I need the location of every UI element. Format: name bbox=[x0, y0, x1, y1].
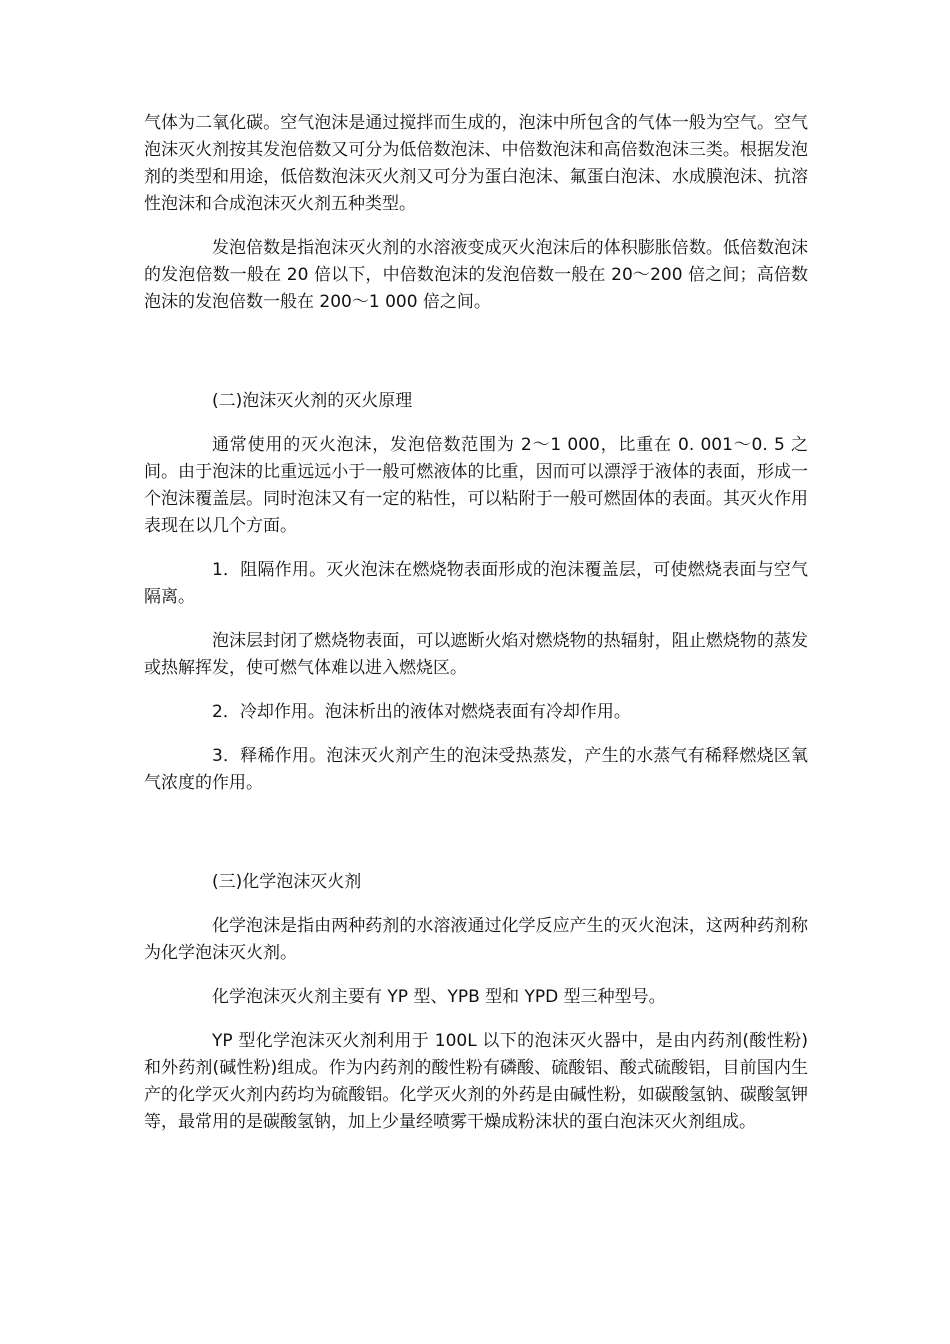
paragraph-expansion-ratio: 发泡倍数是指泡沫灭火剂的水溶液变成灭火泡沫后的体积膨胀倍数。低倍数泡沫的发泡倍数一般在 20 倍以下，中倍数泡沫的发泡倍数一般在 20～200 倍之间；高倍数泡沫的发泡倍数一般在 200～1 000 倍之间。 bbox=[144, 238, 808, 312]
paragraph-chemical-foam-definition: 化学泡沫是指由两种药剂的水溶液通过化学反应产生的灭火泡沫，这两种药剂称为化学泡沫灭火剂。 bbox=[144, 916, 808, 963]
paragraph-yp-type: YP 型化学泡沫灭火剂利用于 100L 以下的泡沫灭火器中，是由内药剂(酸性粉)和外药剂(碱性粉)组成。作为内药剂的酸性粉有磷酸、硫酸铝、酸式硫酸铝，目前国内生产的化学灭火剂内药均为硫酸铝。化学灭火剂的外药是由碱性粉，如碳酸氢钠、碳酸氢钾等，最常用的是碳酸氢钠，加上少量经喷雾干燥成粉沫状的蛋白泡沫灭火剂组成。 bbox=[144, 1031, 808, 1132]
paragraph-chemical-foam-models: 化学泡沫灭火剂主要有 YP 型、YPB 型和 YPD 型三种型号。 bbox=[212, 987, 666, 1007]
paragraph-cooling: 2．冷却作用。泡沫析出的液体对燃烧表面有冷却作用。 bbox=[212, 702, 631, 722]
paragraph-sealing: 泡沫层封闭了燃烧物表面，可以遮断火焰对燃烧物的热辐射，阻止燃烧物的蒸发或热解挥发，使可燃气体难以进入燃烧区。 bbox=[144, 631, 808, 678]
paragraph-isolation: 1．阻隔作用。灭火泡沫在燃烧物表面形成的泡沫覆盖层，可使燃烧表面与空气隔离。 bbox=[144, 560, 808, 607]
document-page bbox=[144, 110, 808, 1136]
paragraph-principle-intro: 通常使用的灭火泡沫，发泡倍数范围为 2～1 000，比重在 0. 001～0. 5 之间。由于泡沫的比重远远小于一般可燃液体的比重，因而可以漂浮于液体的表面，形成一个泡沫覆盖层。同时泡沫又有一定的粘性，可以粘附于一般可燃固体的表面。其灭火作用表现在以几个方面。 bbox=[144, 435, 808, 536]
paragraph-dilution: 3．释稀作用。泡沫灭火剂产生的泡沫受热蒸发，产生的水蒸气有稀释燃烧区氧气浓度的作用。 bbox=[144, 746, 808, 793]
section-heading-principle: (二)泡沫灭火剂的灭火原理 bbox=[212, 391, 413, 411]
paragraph-foam-types: 气体为二氧化碳。空气泡沫是通过搅拌而生成的，泡沫中所包含的气体一般为空气。空气泡沫灭火剂按其发泡倍数又可分为低倍数泡沫、中倍数泡沫和高倍数泡沫三类。根据发泡剂的类型和用途，低倍数泡沫灭火剂又可分为蛋白泡沫、氟蛋白泡沫、水成膜泡沫、抗溶性泡沫和合成泡沫灭火剂五种类型。 bbox=[144, 113, 808, 214]
section-heading-chemical-foam: (三)化学泡沫灭火剂 bbox=[212, 872, 362, 892]
